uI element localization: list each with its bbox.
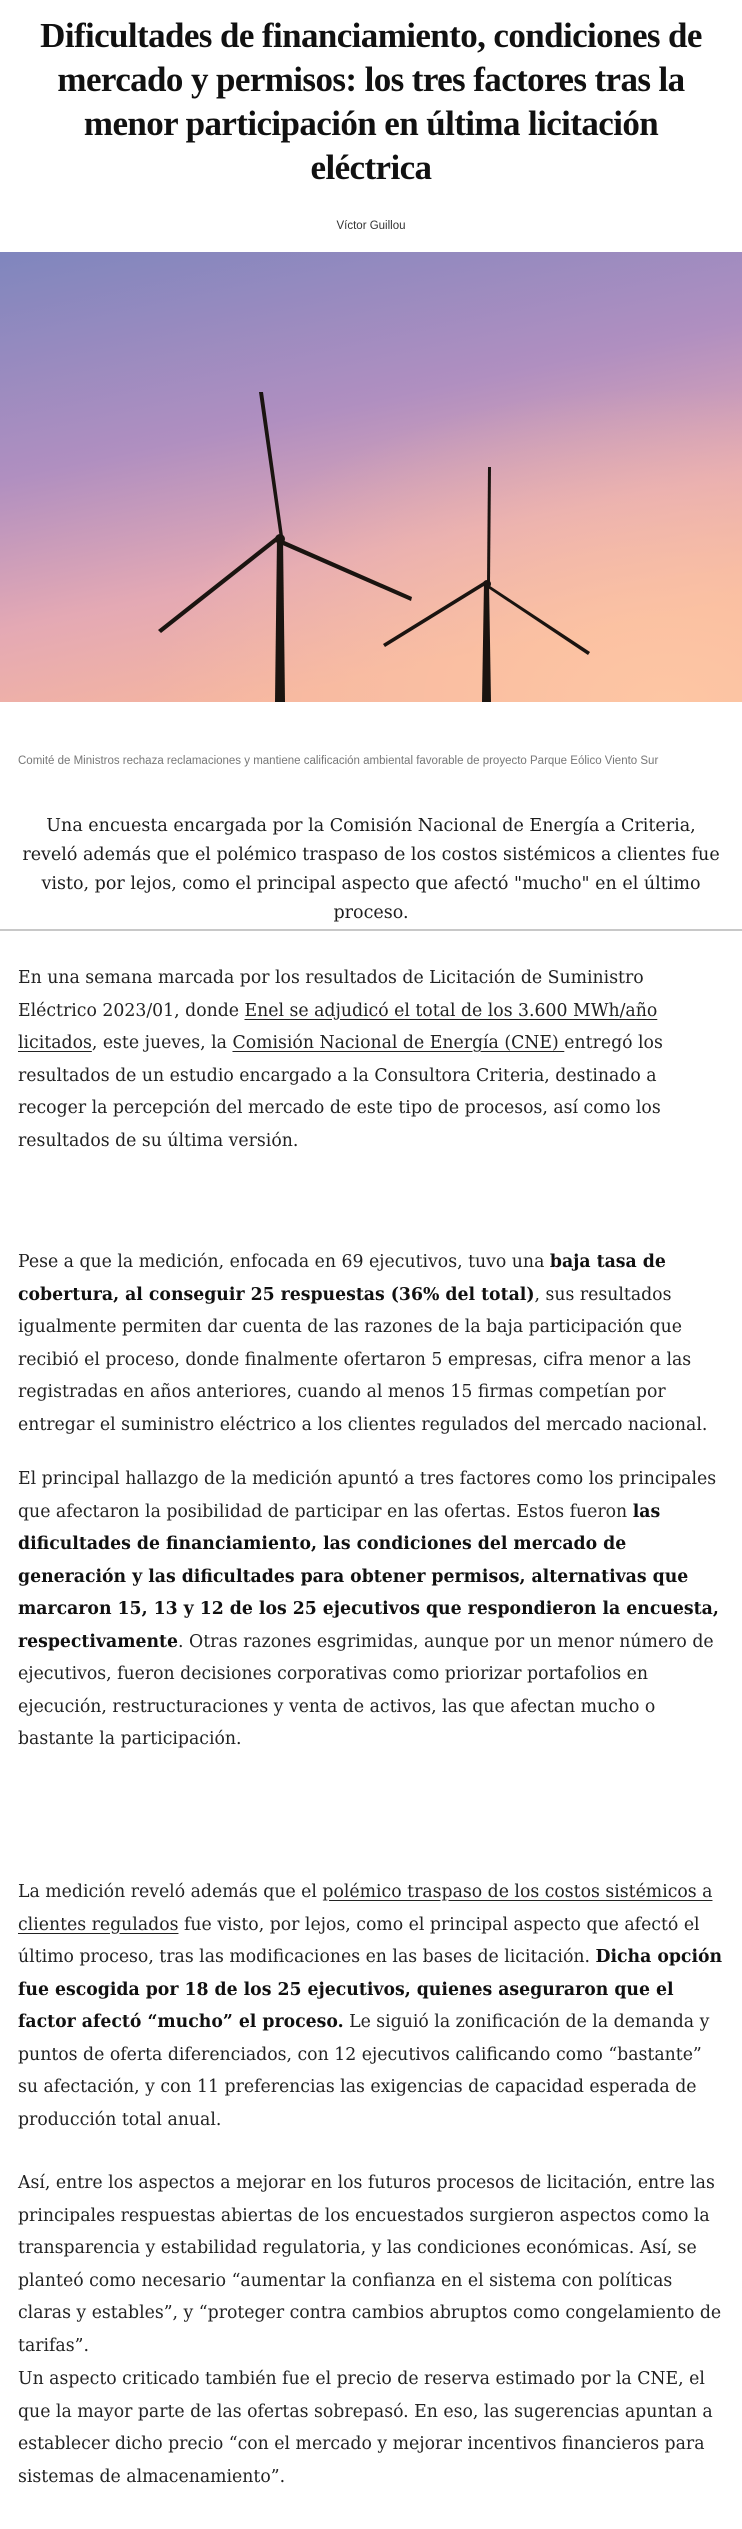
p2-text-1: Pese a que la medición, enfocada en 69 ejecutivos, tuvo una [18, 1252, 550, 1272]
p2-bold-1: baja tasa de cobertura, al conseguir 25 respuestas (36% del total) [18, 1252, 666, 1305]
wind-turbines-photo [0, 252, 742, 702]
paragraph-4 [18, 1876, 726, 2136]
paragraph-3 [18, 1463, 726, 1756]
p3-text-1: El principal hallazgo de la medición apuntó a tres factores como los principales que afectaron la posibilidad de participar en las ofertas. Estos fueron [18, 1469, 717, 1522]
p1-text-1: En una semana marcada por los resultados de Licitación de Suministro Eléctrico 2023/01, donde [18, 968, 644, 1021]
p3-text-2: . Otras razones esgrimidas, aunque por un menor número de ejecutivos, fueron decisiones corporativas como priorizar portafolios en ejecución, restructuraciones y venta de activos, las que afectan mucho o bastante la participación. [18, 1631, 714, 1749]
p6-text-1: Un aspecto criticado también fue el precio de reserva estimado por la CNE, el que la mayor parte de las ofertas sobrepasó. En eso, las sugerencias apuntan a establecer dicho precio “con el mercado y mejorar incentivos financieros para sistemas de almacenamiento”. [18, 2369, 713, 2487]
paragraph-6 [18, 2363, 726, 2493]
p4-text-2: fue visto, por lejos, como el principal aspecto que afectó el último proceso, tras las modificaciones en las bases de licitación. [18, 1914, 700, 1967]
p5-text-1: Así, entre los aspectos a mejorar en los futuros procesos de licitación, entre las principales respuestas abiertas de los encuestados surgieron aspectos como la transparencia y estabilidad regulatoria, y las condiciones económicas. Así, se planteó como necesario “aumentar la confianza en el sistema con políticas claras y estables”, y “proteger contra cambios abruptos como congelamiento de tarifas”. [18, 2173, 722, 2356]
link-enel-licitacion[interactable]: Enel se adjudicó el total de los 3.600 MWh/año licitados [18, 1000, 658, 1053]
p4-text-1: La medición reveló además que el [18, 1882, 323, 1902]
paragraph-5 [18, 2167, 726, 2362]
p2-text-2: , sus resultados igualmente permiten dar cuenta de las razones de la baja participación que recibió el proceso, donde finalmente ofertaron 5 empresas, cifra menor a las registradas en años anteriores, cuando al menos 15 firmas competían por entregar el suministro eléctrico a los clientes regulados del mercado nacional. [18, 1284, 708, 1435]
link-cne[interactable]: Comisión Nacional de Energía (CNE) [232, 1033, 565, 1053]
author-name[interactable]: Víctor Guillou [336, 220, 406, 232]
p1-text-2: , este jueves, la [91, 1033, 233, 1053]
section-divider [0, 929, 742, 931]
image-caption: Comité de Ministros rechaza reclamaciones y mantiene calificación ambiental favorable de proyecto Parque Eólico Viento Sur [18, 755, 659, 767]
article-lede: Una encuesta encargada por la Comisión Nacional de Energía a Criteria, reveló además que el polémico traspaso de los costos sistémicos a clientes fue visto, por lejos, como el principal aspecto que afectó "mucho" en el último proceso. [22, 816, 720, 923]
paragraph-2 [18, 1246, 726, 1441]
p4-bold-1: Dicha opción fue escogida por 18 de los 25 ejecutivos, quienes aseguraron que el factor afectó “mucho” el proceso. [18, 1947, 723, 2032]
p3-bold-1: las dificultades de financiamiento, las condiciones del mercado de generación y las dificultades para obtener permisos, alternativas que marcaron 15, 13 y 12 de los 25 ejecutivos que respondieron la encuesta, respectivamente [18, 1501, 719, 1652]
link-traspaso-costos[interactable]: polémico traspaso de los costos sistémicos a clientes regulados [18, 1882, 713, 1935]
hero-image [0, 252, 742, 702]
p1-text-3: entregó los resultados de un estudio encargado a la Consultora Criteria, destinado a recoger la percepción del mercado de este tipo de procesos, así como los resultados de su última versión. [18, 1033, 663, 1151]
paragraph-1 [18, 962, 726, 1157]
article-headline: Dificultades de financiamiento, condiciones de mercado y permisos: los tres factores tras la menor participación en última licitación eléctrica [40, 16, 702, 187]
p4-text-3: Le siguió la zonificación de la demanda y puntos de oferta diferenciados, con 12 ejecutivos calificando como “bastante” su afectación, y con 11 preferencias las exigencias de capacidad esperada de producción total anual. [18, 2012, 710, 2130]
